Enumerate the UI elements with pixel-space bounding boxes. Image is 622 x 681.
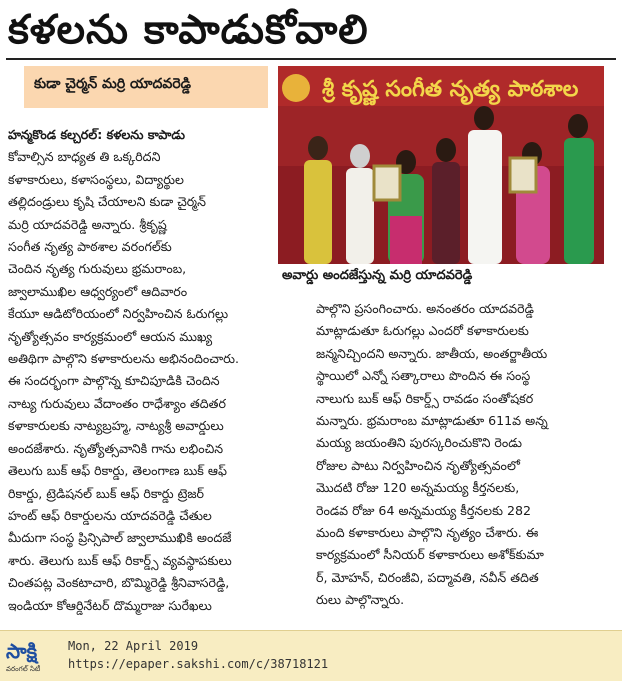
body-line: మంది కళాకారులు పాల్గొని నృత్యం చేశారు. ఈ <box>316 525 539 541</box>
body-line: కేయూ ఆడిటోరియంలో నిర్వహించిన ఓరుగల్లు <box>8 306 229 322</box>
body-line: పాల్గొని ప్రసంగించారు. అనంతరం యాదవరెడ్డి <box>316 301 534 316</box>
body-line: రికార్డు, ట్రెడిషనల్ బుక్ ఆఫ్ రికార్డు ట్రెజర్ <box>8 485 205 501</box>
body-line: రెండవ రోజు 64 అన్నమయ్య కీర్తనలకు 282 <box>316 502 532 518</box>
body-line: స్థాయిలో ఎన్నో సత్కారాలు పొందిన ఈ సంస్థ <box>316 368 531 384</box>
body-line: నృత్యోత్సవం కార్యక్రమంలో ఆయన ముఖ్య <box>8 328 213 344</box>
body-line: అతిథిగా పాల్గొని కళాకారులను అభినందించారు. <box>8 351 240 367</box>
article-byline: కుడా చైర్మన్ మర్రి యాదవరెడ్డి <box>24 66 268 108</box>
body-line: శారు. తెలుగు బుక్ ఆఫ్ రికార్డ్స్ వ్యవస్థాపకులు <box>8 552 232 568</box>
article-body-left-column <box>8 124 308 617</box>
event-photo-illustration <box>278 66 604 264</box>
body-line: నాట్య గురువులు వేదాంతం రాధేశ్యాం తదితర <box>8 395 226 411</box>
body-line: కోవాల్సిన బాధ్యత తి ఒక్కరిదని <box>8 149 161 165</box>
body-line: నాలుగు బుక్ ఆఫ్ రికార్డ్స్ రావడం సంతోషకర <box>316 390 534 406</box>
body-line: తెలుగు బుక్ ఆఫ్ రికార్డు, తెలంగాణ బుక్ ఆఫ్ <box>8 463 227 479</box>
body-line: చెందిన నృత్య గురువులు భ్రమరాంబ, <box>8 261 187 277</box>
body-line: హన్మకొండ కల్చరల్: కళలను కాపాడు <box>8 127 186 142</box>
body-line: కార్యక్రమంలో సీనియర్ కళాకారులు అశోక్‌కుమా <box>316 547 544 563</box>
body-line: మాట్లాడుతూ ఓరుగల్లు ఎందరో కళాకారులకు <box>316 323 529 339</box>
article-headline: కళలను కాపాడుకోవాలి <box>8 7 369 53</box>
epaper-link[interactable]: https://epaper.sakshi.com/c/38718121 <box>68 657 329 671</box>
body-line: మర్రి యాదవరెడ్డి అన్నారు. శ్రీకృష్ణ <box>8 216 167 232</box>
body-line: హంట్ ఆఫ్ రికార్డులను యాదవరెడ్డి చేతుల <box>8 507 212 523</box>
sakshi-logo[interactable] <box>6 639 62 675</box>
body-line: చింతపట్ల వెంకటాచారి, బొమ్మిరెడ్డి శ్రీనివాసరెడ్డి, <box>8 575 230 591</box>
logo-text: సాక్షి <box>6 639 38 663</box>
logo-subtext: వరంగల్ సిటీ <box>6 665 41 673</box>
article-photo <box>278 66 604 264</box>
body-line: జన్మనిచ్చిందని అన్నారు. జాతీయ, అంతర్జాతీయ <box>316 345 548 361</box>
body-line: ఇండియా కోఆర్డినేటర్ దొమ్మరాజు సురేఖలు <box>8 597 212 613</box>
body-line: ఈ సందర్భంగా పాల్గొన్న కూచిపూడికి చెందిన <box>8 373 220 389</box>
article-body-right-column <box>316 298 612 612</box>
body-line: సంగీత నృత్య పాఠశాల వరంగల్‌కు <box>8 239 172 255</box>
publication-date: Mon, 22 April 2019 <box>68 639 199 653</box>
photo-banner-text: శ్రీ కృష్ణ సంగీత నృత్య పాఠశాల <box>322 77 579 102</box>
body-line: మొదటి రోజు 120 అన్నమయ్య కీర్తనలకు, <box>316 480 520 496</box>
body-line: జ్వాలాముఖిల ఆధ్వర్యంలో ఆదివారం <box>8 283 188 299</box>
epaper-footer <box>0 630 622 681</box>
body-line: ర్, మోహన్, చిరంజీవి, పద్మావతి, నవీన్ తదిత <box>316 569 539 585</box>
body-line: మీదుగా సంస్థ ప్రిన్సిపాల్ జ్వాలాముఖికి అందజే <box>8 530 232 546</box>
body-line: మన్నారు. భ్రమరాంబ మాట్లాడుతూ 611వ అన్న <box>316 413 548 429</box>
body-line: రులు పాల్గొన్నారు. <box>316 592 405 608</box>
body-line: కళాకారులకు నాట్యబ్రహ్మ, నాట్యశ్రీ అవార్డులు <box>8 418 224 434</box>
body-line: కళాకారులు, కళాసంస్థలు, విద్యార్థుల <box>8 171 184 187</box>
body-line: మయ్య జయంతిని పురస్కరించుకొని రెండు <box>316 435 522 451</box>
body-line: తల్లిదండ్రులు కృషి చేయాలని కుడా చైర్మన్ <box>8 194 206 210</box>
body-line: రోజుల పాటు నిర్వహించిన నృత్యోత్సవంలో <box>316 457 520 473</box>
body-line: అందజేశారు. నృత్యోత్సవానికి గాను లభించిన <box>8 440 224 456</box>
photo-caption: అవార్డు అందజేస్తున్న మర్రి యాదవరెడ్డి <box>282 268 473 283</box>
headline-divider <box>6 58 616 60</box>
